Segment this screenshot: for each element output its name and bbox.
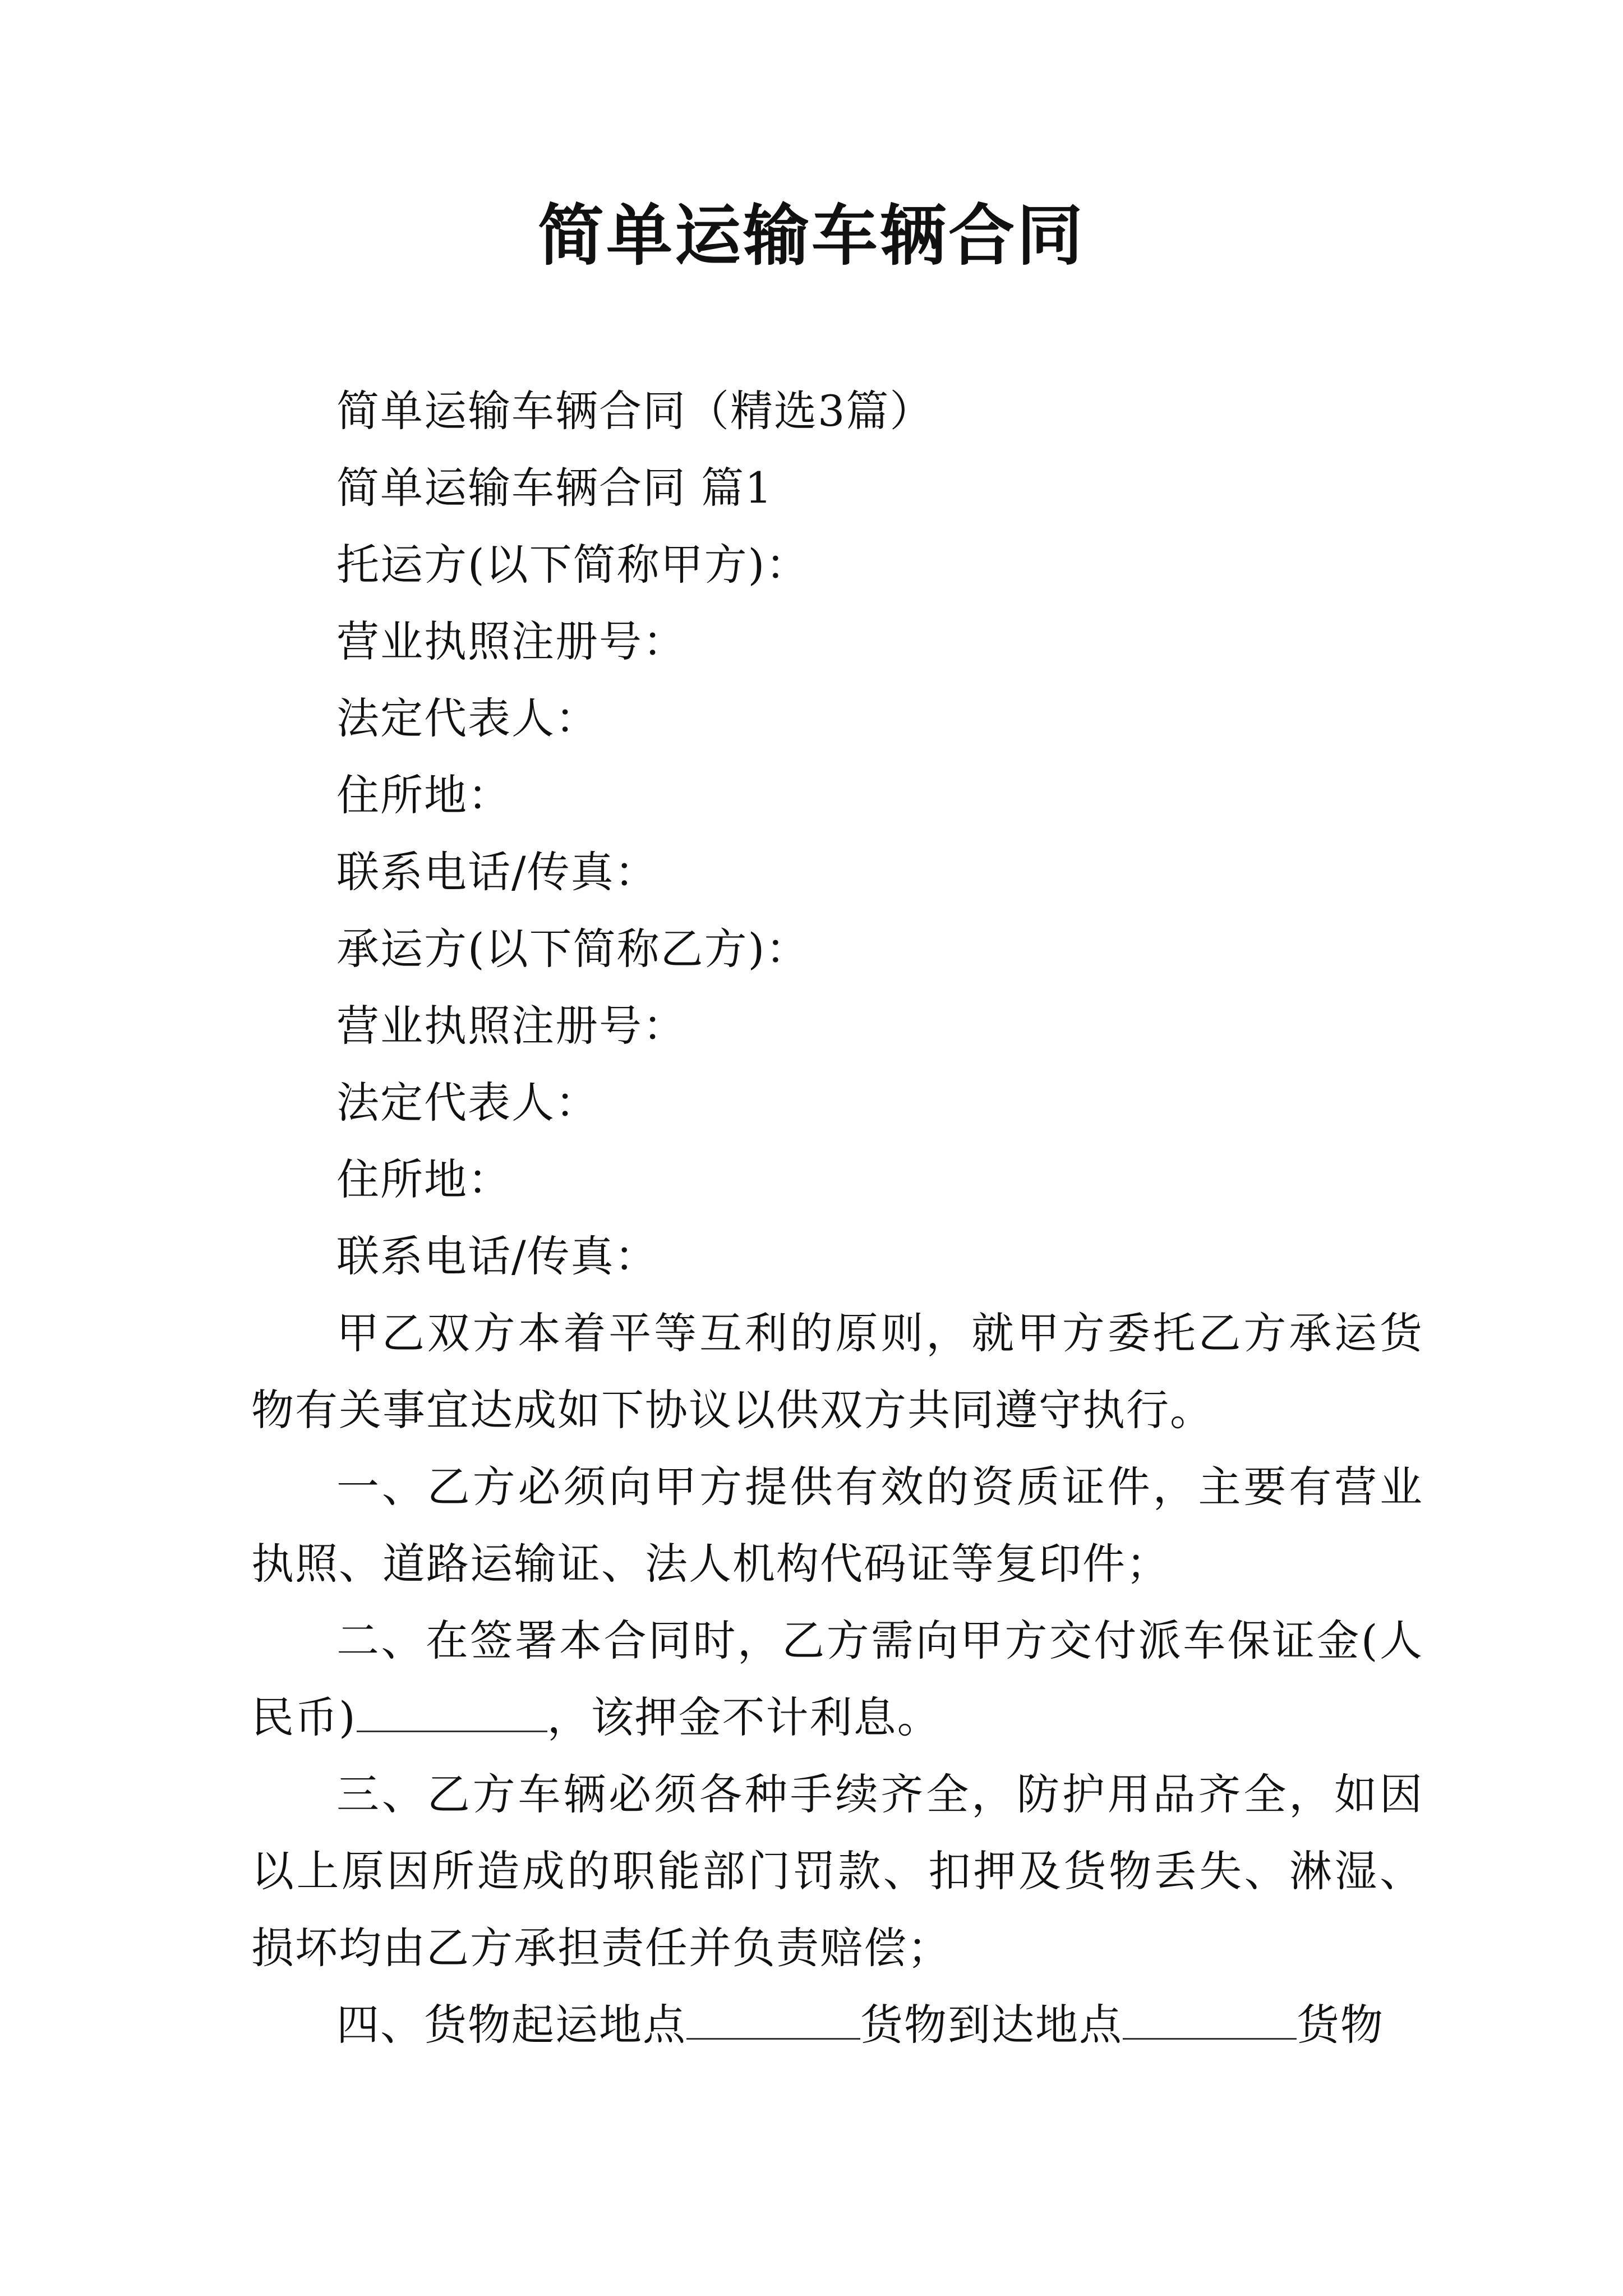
- clause-4-paragraph: [251, 1986, 1423, 2063]
- party-a-contact-field: 联系电话/传真：: [336, 847, 658, 897]
- document-body: [251, 372, 1423, 2063]
- party-b-license-field: 营业执照注册号：: [336, 1001, 686, 1051]
- clause-2-text-end: ，该押金不计利息。: [547, 1692, 941, 1742]
- party-b-address-field: 住所地：: [336, 1154, 511, 1204]
- clause-4-text-origin: 四、货物起运地点: [336, 2000, 686, 2050]
- party-b-contact-field: 联系电话/传真：: [336, 1231, 658, 1281]
- deposit-blank: [357, 1686, 547, 1732]
- party-a-license-field: 营业执照注册号：: [336, 616, 686, 666]
- clause-4-text-destination: 货物到达地点: [860, 2000, 1123, 2050]
- party-b-representative-field: 法定代表人：: [336, 1078, 599, 1128]
- intro-paragraph: 甲乙双方本着平等互利的原则，就甲方委托乙方承运货物有关事宜达成如下协议以供双方共同遵守执行。: [251, 1308, 1423, 1435]
- clause-2-text-start: 二、在签署本合同时，乙方需向甲方交付派车保证金(人民币): [251, 1616, 1423, 1742]
- subtitle-line: 简单运输车辆合同（精选3篇）: [336, 386, 934, 436]
- party-a-address-field: 住所地：: [336, 770, 511, 820]
- clause-1-paragraph: 一、乙方必须向甲方提供有效的资质证件，主要有营业执照、道路运输证、法人机构代码证等复印件；: [251, 1462, 1423, 1589]
- party-b-label: 承运方(以下简称乙方)：: [336, 924, 810, 974]
- clause-4-text-goods: 货物: [1297, 2000, 1384, 2050]
- section-heading: 简单运输车辆合同 篇1: [336, 463, 773, 513]
- party-a-representative-field: 法定代表人：: [336, 693, 599, 743]
- party-a-label: 托运方(以下简称甲方)：: [336, 540, 810, 590]
- clause-2-paragraph: [251, 1602, 1423, 1756]
- destination-blank: [1123, 1993, 1297, 2040]
- clause-3-paragraph: 三、乙方车辆必须各种手续齐全，防护用品齐全，如因以上原因所造成的职能部门罚款、扣押及货物丢失、淋湿、损坏均由乙方承担责任并负责赔偿；: [251, 1769, 1423, 1973]
- origin-blank: [686, 1993, 860, 2040]
- document-title: 简单运输车辆合同: [537, 196, 1085, 274]
